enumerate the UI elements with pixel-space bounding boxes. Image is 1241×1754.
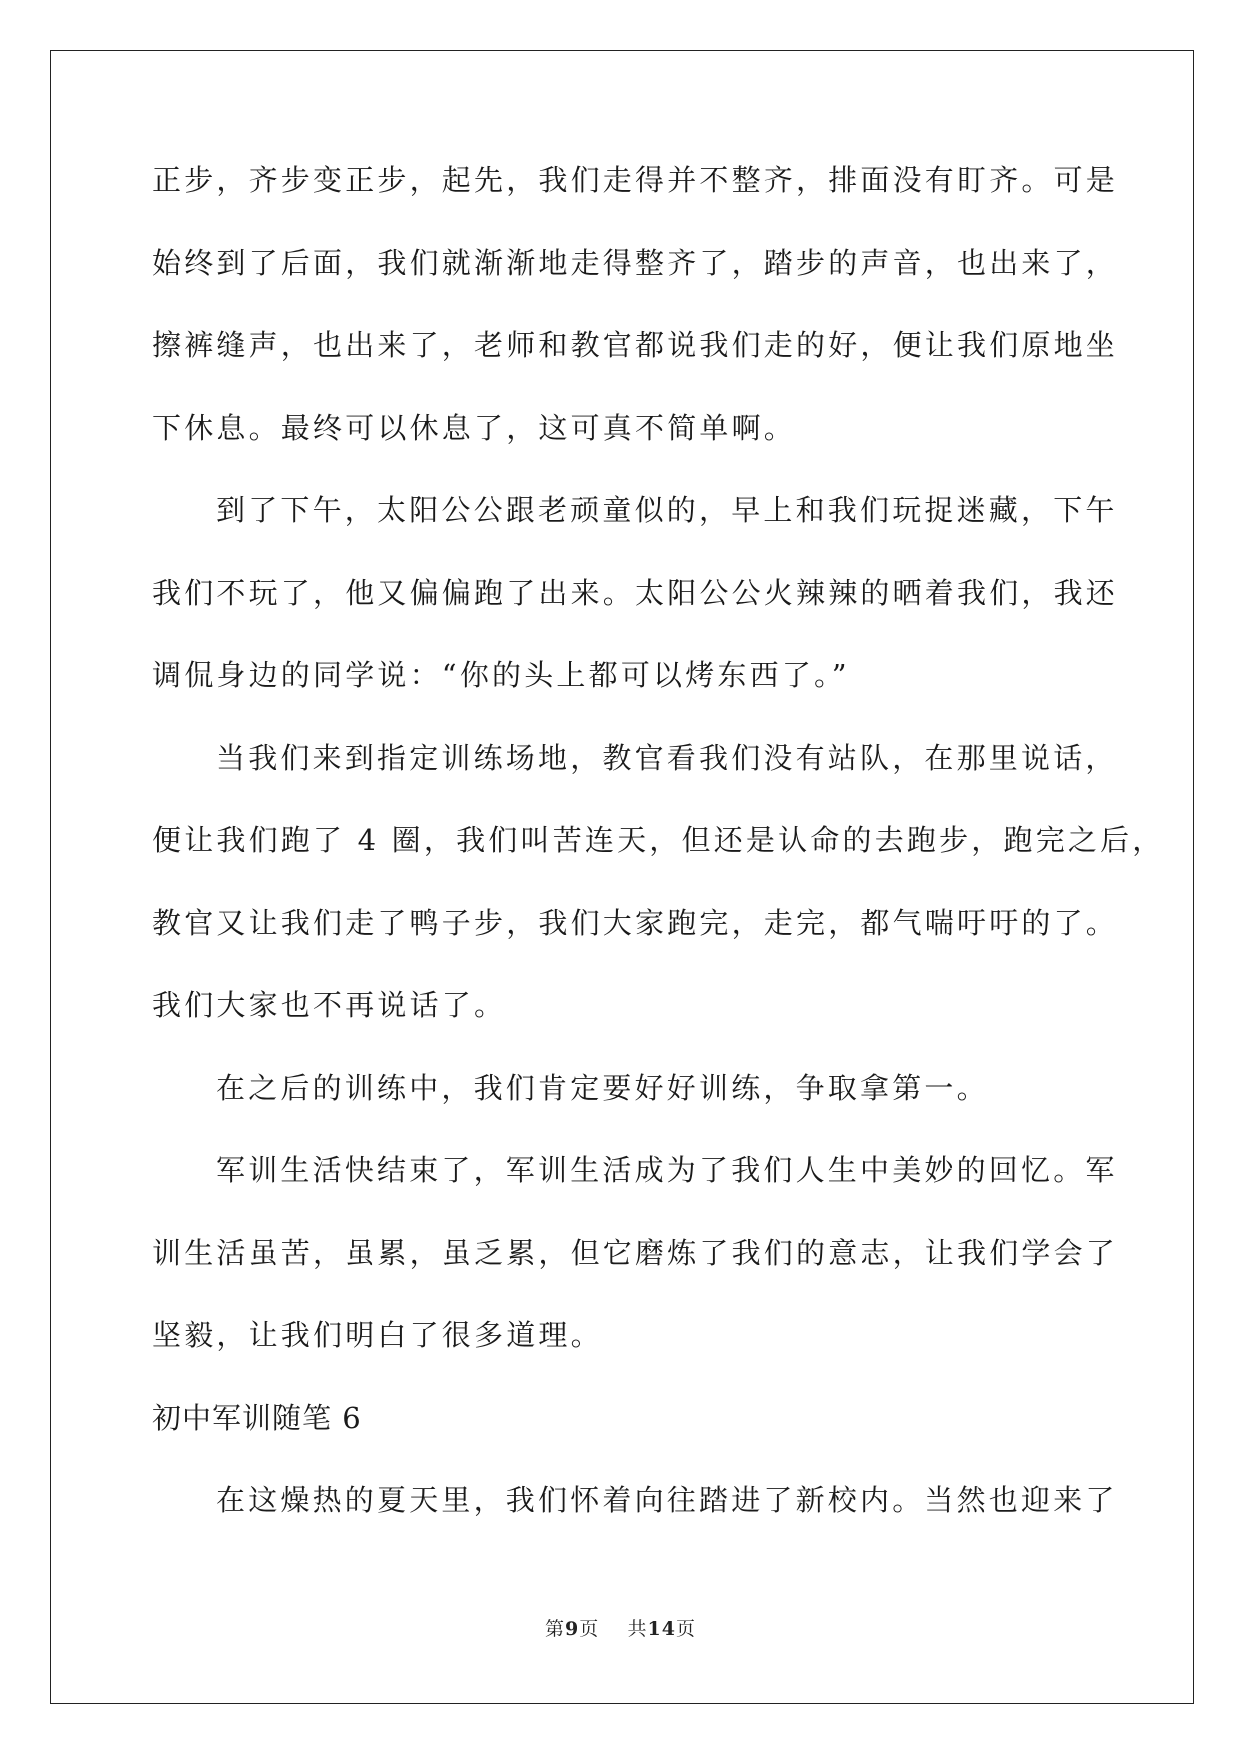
- text-line: 当我们来到指定训练场地，教官看我们没有站队，在那里说话，: [216, 740, 1118, 775]
- page-suffix: 页: [579, 1618, 600, 1640]
- page-footer: [0, 1614, 1241, 1641]
- document-body: [152, 160, 1165, 1563]
- text-line: 在之后的训练中，我们肯定要好好训练，争取拿第一。: [216, 1070, 989, 1105]
- total-suffix: 页: [675, 1618, 696, 1640]
- total-prefix: 共: [627, 1618, 648, 1640]
- text-line: 调侃身边的同学说：“你的头上都可以烤东西了。”: [152, 658, 850, 692]
- text-line: 始终到了后面，我们就渐渐地走得整齐了，踏步的声音，也出来了，: [152, 245, 1119, 280]
- text-line: 到了下午，太阳公公跟老顽童似的，早上和我们玩捉迷藏，下午: [216, 493, 1118, 527]
- text-line: 正步，齐步变正步，起先，我们走得并不整齐，排面没有盯齐。可是: [152, 163, 1119, 197]
- total-pages: 14: [647, 1618, 676, 1640]
- text-line: 教官又让我们走了鸭子步，我们大家跑完，走完，都气喘吁吁的了。: [152, 905, 1119, 940]
- section-heading: 初中军训随笔 6: [152, 1400, 362, 1435]
- text-line: 训生活虽苦，虽累，虽乏累，但它磨炼了我们的意志，让我们学会了: [152, 1235, 1119, 1270]
- text-line: 我们不玩了，他又偏偏跑了出来。太阳公公火辣辣的晒着我们，我还: [152, 575, 1119, 610]
- text-line: 坚毅，让我们明白了很多道理。: [152, 1318, 603, 1352]
- page-number: 9: [565, 1618, 580, 1640]
- text-line: 便让我们跑了 4 圈，我们叫苦连天，但还是认命的去跑步，跑完之后，: [152, 823, 1165, 857]
- page-prefix: 第: [545, 1618, 566, 1640]
- text-line: 下休息。最终可以休息了，这可真不简单啊。: [152, 410, 797, 445]
- text-line: 在这燥热的夏天里，我们怀着向往踏进了新校内。当然也迎来了: [216, 1483, 1118, 1517]
- text-line: 擦裤缝声，也出来了，老师和教官都说我们走的好，便让我们原地坐: [152, 328, 1119, 362]
- text-line: 军训生活快结束了，军训生活成为了我们人生中美妙的回忆。军: [216, 1153, 1118, 1187]
- text-line: 我们大家也不再说话了。: [152, 988, 507, 1022]
